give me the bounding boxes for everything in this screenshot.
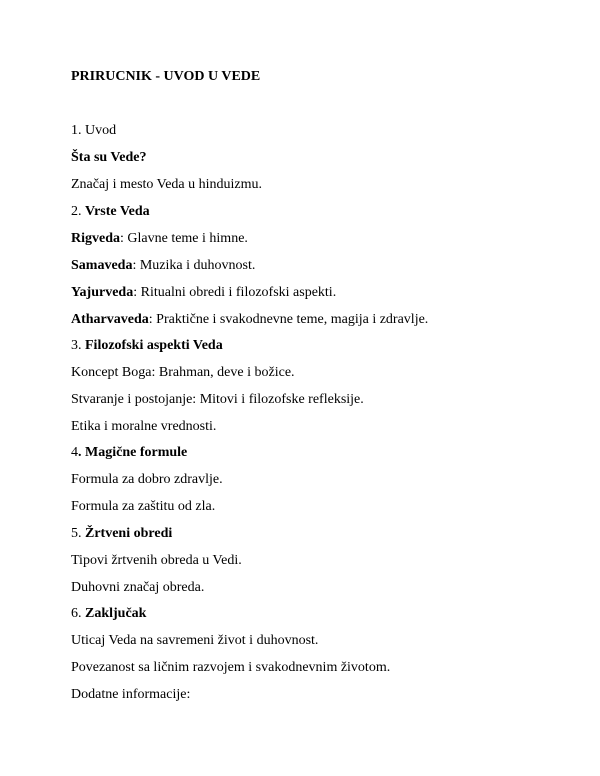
section-6-number: 6. [71,606,85,621]
section-3-line-1: Koncept Boga: Brahman, deve i božice. [71,365,295,380]
section-4-line-2: Formula za zaštitu od zla. [71,499,216,514]
section-5-title: Žrtveni obredi [85,526,173,541]
section-1-title: Uvod [85,123,117,138]
section-6-line-2: Povezanost sa ličnim razvojem i svakodnevnim životom. [71,660,391,675]
section-6-heading [71,606,146,622]
section-6-line-1: Uticaj Veda na savremeni život i duhovnost. [71,633,319,648]
section-2-title: Vrste Veda [85,204,150,219]
section-3-title: Filozofski aspekti Veda [85,338,223,353]
section-5-line-1: Tipovi žrtvenih obreda u Vedi. [71,553,242,568]
veda-item-atharvaveda [71,312,428,328]
section-4-line-1: Formula za dobro zdravlje. [71,472,223,487]
section-4-title: . Magične formule [78,445,188,460]
section-4-number: 4 [71,445,78,460]
section-1-heading [71,123,116,139]
veda-term: Rigveda [71,231,120,246]
section-2-heading [71,204,150,220]
section-1-number: 1. [71,123,85,138]
section-3-line-3: Etika i moralne vrednosti. [71,419,217,434]
section-3-heading [71,338,223,354]
section-5-heading [71,526,172,542]
veda-desc: : Glavne teme i himne. [120,231,248,246]
section-3-number: 3. [71,338,85,353]
veda-term: Atharvaveda [71,312,149,327]
document-title: PRIRUCNIK - UVOD U VEDE [71,69,261,84]
veda-desc: : Muzika i duhovnost. [132,258,256,273]
veda-item-samaveda [71,258,255,274]
veda-item-yajurveda [71,285,336,301]
section-1-line-1: Značaj i mesto Veda u hinduizmu. [71,177,263,192]
veda-item-rigveda [71,231,248,247]
section-5-number: 5. [71,526,85,541]
section-4-heading [71,445,187,461]
section-5-line-2: Duhovni značaj obreda. [71,580,205,595]
veda-term: Yajurveda [71,285,134,300]
section-1-subheading-text: Šta su Vede? [71,150,147,165]
veda-term: Samaveda [71,258,133,273]
section-3-line-2: Stvaranje i postojanje: Mitovi i filozofske refleksije. [71,392,364,407]
section-1-subheading [71,150,146,166]
section-6-title: Zaključak [85,606,147,621]
section-6-line-3: Dodatne informacije: [71,687,191,702]
veda-desc: : Praktične i svakodnevne teme, magija i zdravlje. [148,312,429,327]
veda-desc: : Ritualni obredi i filozofski aspekti. [133,285,337,300]
section-2-number: 2. [71,204,85,219]
